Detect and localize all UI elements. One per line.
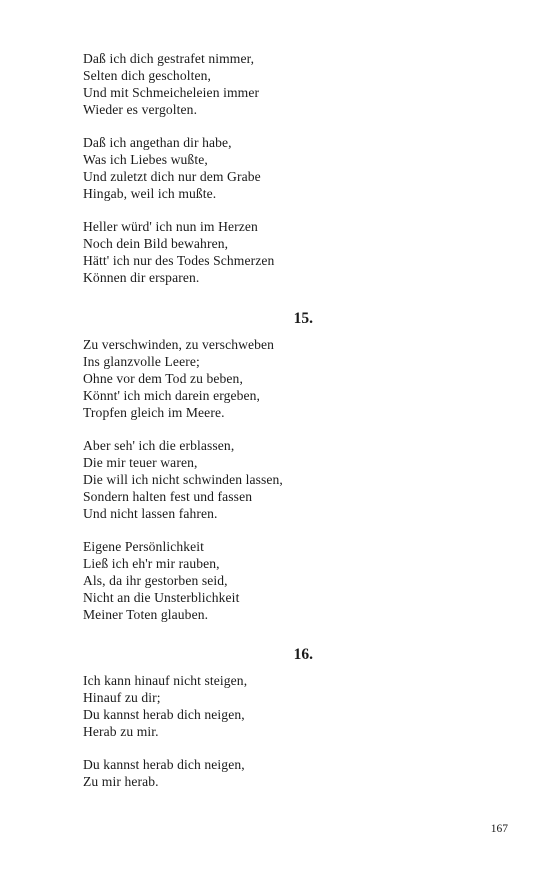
verse-line: Ohne vor dem Tod zu beben, (83, 370, 243, 386)
verse-line: Heller würd' ich nun im Herzen (83, 219, 258, 234)
verse-line: Und mit Schmeicheleien immer (83, 84, 260, 100)
page-number: 167 (490, 823, 508, 835)
verse-line: Können dir ersparen. (83, 269, 200, 285)
verse-line: Was ich Liebes wußte, (83, 151, 208, 167)
verse-line: Selten dich gescholten, (83, 67, 212, 83)
verse-line: Hingab, weil ich mußte. (83, 185, 217, 201)
verse-line: Daß ich angethan dir habe, (83, 135, 232, 150)
poem-16-stanza-1 (83, 673, 323, 741)
verse-line: Die mir teuer waren, (83, 454, 198, 470)
verse-line: Zu mir herab. (83, 773, 159, 789)
verse-line: Daß ich dich gestrafet nimmer, (83, 51, 255, 66)
verse-line: Als, da ihr gestorben seid, (83, 572, 228, 588)
poem-16-stanza-2 (83, 757, 323, 791)
verse-line: Eigene Persönlichkeit (83, 539, 205, 554)
verse-line: Noch dein Bild bewahren, (83, 235, 229, 251)
verse-line: Du kannst herab dich neigen, (83, 757, 245, 772)
verse-line: Die will ich nicht schwinden lassen, (83, 471, 283, 487)
verse-line: Sondern halten fest und fassen (83, 488, 253, 504)
verse-line: Du kannst herab dich neigen, (83, 706, 245, 722)
poem-number-15: 15. (293, 310, 313, 327)
verse-line: Tropfen gleich im Meere. (83, 404, 225, 420)
verse-line: Hätt' ich nur des Todes Schmerzen (83, 252, 275, 268)
verse-line: Nicht an die Unsterblichkeit (83, 589, 240, 605)
verse-line: Aber seh' ich die erblassen, (83, 438, 235, 453)
stanza-a-2 (83, 135, 323, 203)
stanza-a-1 (83, 51, 323, 119)
verse-line: Wieder es vergolten. (83, 101, 198, 117)
verse-line: Hinauf zu dir; (83, 689, 161, 705)
verse-line: Ins glanzvolle Leere; (83, 353, 200, 369)
stanza-a-3 (83, 219, 323, 287)
verse-line: Zu verschwinden, zu verschweben (83, 337, 275, 352)
verse-line: Meiner Toten glauben. (83, 606, 209, 622)
verse-line: Herab zu mir. (83, 723, 159, 739)
verse-line: Ließ ich eh'r mir rauben, (83, 555, 220, 571)
poem-15-stanza-3 (83, 539, 323, 624)
poem-15-stanza-1 (83, 337, 323, 422)
verse-line: Und zuletzt dich nur dem Grabe (83, 168, 261, 184)
verse-line: Ich kann hinauf nicht steigen, (83, 673, 248, 688)
poem-15-stanza-2 (83, 438, 323, 523)
verse-line: Könnt' ich mich darein ergeben, (83, 387, 261, 403)
poem-number-16: 16. (293, 646, 313, 663)
verse-line: Und nicht lassen fahren. (83, 505, 218, 521)
